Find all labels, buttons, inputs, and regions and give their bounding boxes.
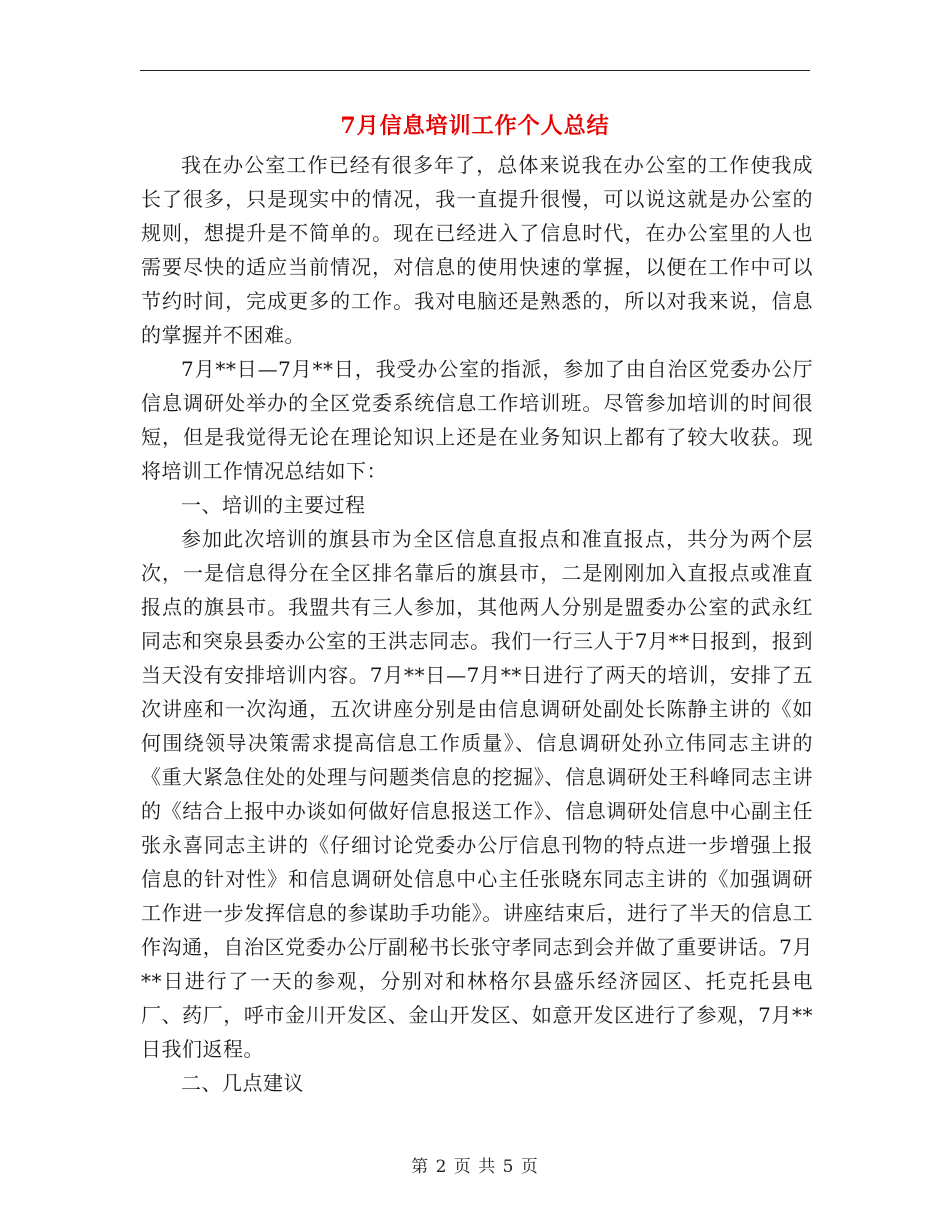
section-heading-suggestions: 二、几点建议 bbox=[181, 1071, 304, 1095]
page-number-footer: 第 2 页 共 5 页 bbox=[411, 1157, 539, 1177]
document-body bbox=[141, 148, 813, 1100]
header-rule bbox=[140, 70, 810, 71]
document-title: 7月信息培训工作个人总结 bbox=[340, 113, 610, 139]
section-heading-process: 一、培训的主要过程 bbox=[181, 493, 366, 517]
paragraph-training-overview: 7月**日—7月**日，我受办公室的指派，参加了由自治区党委办公厅信息调研处举办的全区党委系统信息工作培训班。尽管参加培训的时间很短，但是我觉得无论在理论知识上还是在业务知识上都有了较大收获。现将培训工作情况总结如下： bbox=[141, 357, 813, 483]
paragraph-training-process: 参加此次培训的旗县市为全区信息直报点和准直报点，共分为两个层次，一是信息得分在全区排名靠后的旗县市，二是刚刚加入直报点或准直报点的旗县市。我盟共有三人参加，其他两人分别是盟委办公室的武永红同志和突泉县委办公室的王洪志同志。我们一行三人于7月**日报到，报到当天没有安排培训内容。7月**日—7月**日进行了两天的培训，安排了五次讲座和一次沟通，五次讲座分别是由信息调研处副处长陈静主讲的《如何围绕领导决策需求提高信息工作质量》、信息调研处孙立伟同志主讲的《重大紧急住处的处理与问题类信息的挖掘》、信息调研处王科峰同志主讲的《结合上报中办谈如何做好信息报送工作》、信息调研处信息中心副主任张永喜同志主讲的《仔细讨论党委办公厅信息刊物的特点进一步增强上报信息的针对性》和信息调研处信息中心主任张晓东同志主讲的《加强调研工作进一步发挥信息的参谋助手功能》。讲座结束后，进行了半天的信息工作沟通，自治区党委办公厅副秘书长张守孝同志到会并做了重要讲话。7月**日进行了一天的参观，分别对和林格尔县盛乐经济园区、托克托县电厂、药厂，呼市金川开发区、金山开发区、如意开发区进行了参观，7月**日我们返程。 bbox=[141, 527, 813, 1061]
paragraph-intro: 我在办公室工作已经有很多年了，总体来说我在办公室的工作使我成长了很多，只是现实中的情况，我一直提升很慢，可以说这就是办公室的规则，想提升是不简单的。现在已经进入了信息时代，在办公室里的人也需要尽快的适应当前情况，对信息的使用快速的掌握，以便在工作中可以节约时间，完成更多的工作。我对电脑还是熟悉的，所以对我来说，信息的掌握并不困难。 bbox=[141, 153, 813, 347]
